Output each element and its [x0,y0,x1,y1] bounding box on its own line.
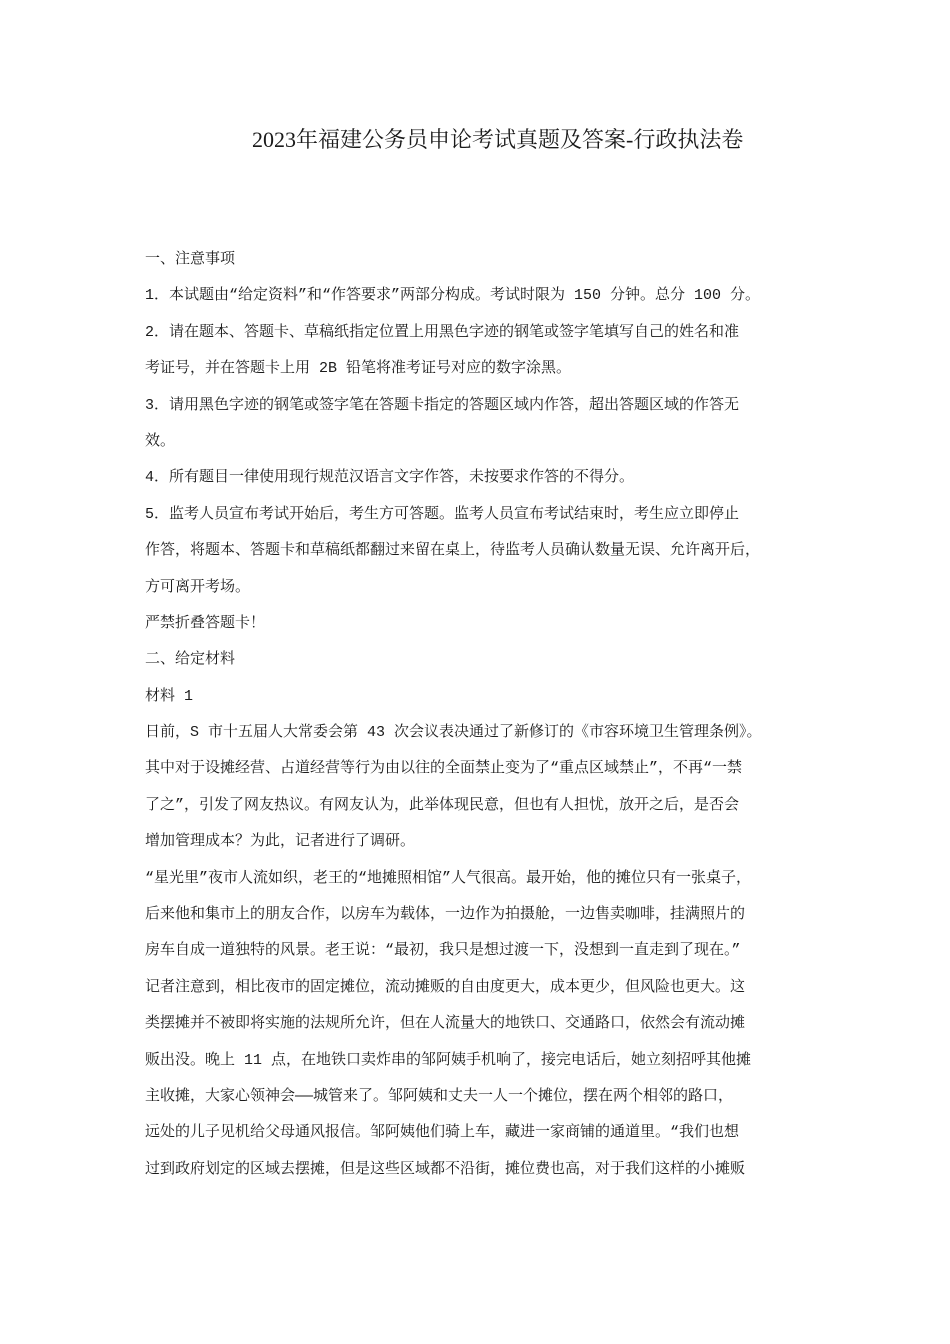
text-line: 了之”，引发了网友热议。有网友认为，此举体现民意，但也有人担忧，放开之后，是否会 [145,796,740,814]
text-line: 房车自成一道独特的风景。老王说：“最初，我只是想过渡一下，没想到一直走到了现在。” [145,942,741,960]
text-line: 材料 1 [145,687,194,705]
text-line: 3．请用黑色字迹的钢笔或签字笔在答题卡指定的答题区域内作答，超出答题区域的作答无 [145,396,740,414]
text-line: 远处的儿子见机给父母通风报信。邹阿姨他们骑上车，藏进一家商铺的通道里。“我们也想 [145,1124,740,1142]
text-line: 类摆摊并不被即将实施的法规所允许，但在人流量大的地铁口、交通路口，依然会有流动摊 [145,1015,746,1033]
text-line: 主收摊，大家心领神会——城管来了。邹阿姨和丈夫一人一个摊位，摆在两个相邻的路口， [145,1087,734,1105]
text-line: 贩出没。晚上 11 点，在地铁口卖炸串的邹阿姨手机响了，接完电话后，她立刻招呼其他摊 [145,1051,752,1069]
text-line: 5．监考人员宣布考试开始后，考生方可答题。监考人员宣布考试结束时，考生应立即停止 [145,505,740,523]
text-line: 效。 [145,432,176,450]
text-line: 二、给定材料 [145,651,236,669]
text-line: 增加管理成本？为此，记者进行了调研。 [145,833,416,851]
text-line: 4．所有题目一律使用现行规范汉语言文字作答，未按要求作答的不得分。 [145,469,635,487]
text-line: 日前，S 市十五届人大常委会第 43 次会议表决通过了新修订的《市容环境卫生管理条例》。 [145,724,762,742]
text-line: 记者注意到，相比夜市的固定摊位，流动摊贩的自由度更大，成本更少，但风险也更大。这 [145,978,746,996]
text-line: 过到政府划定的区域去摆摊，但是这些区域都不沿街，摊位费也高，对于我们这样的小摊贩 [145,1160,746,1178]
text-line: 一、注意事项 [145,251,236,268]
text-line: 严禁折叠答题卡！ [145,614,266,632]
document-body [145,248,865,1194]
text-line: 其中对于设摊经营、占道经营等行为由以往的全面禁止变为了“重点区域禁止”，不再“一禁 [145,760,743,778]
document-title: 2023年福建公务员申论考试真题及答案-行政执法卷 [252,127,744,152]
text-line: 方可离开考场。 [145,578,251,596]
text-line: 作答，将题本、答题卡和草稿纸都翻过来留在桌上，待监考人员确认数量无误、允许离开后， [145,542,761,560]
text-line: 2．请在题本、答题卡、草稿纸指定位置上用黑色字迹的钢笔或签字笔填写自己的姓名和准 [145,323,740,341]
text-line: 1．本试题由“给定资料”和“作答要求”两部分构成。考试时限为 150 分钟。总分 100 分。 [145,287,761,305]
text-line: “星光里”夜市人流如织，老王的“地摊照相馆”人气很高。最开始，他的摊位只有一张桌子， [145,869,752,887]
text-line: 考证号，并在答题卡上用 2B 铅笔将准考证号对应的数字涂黑。 [145,360,572,378]
text-line: 后来他和集市上的朋友合作，以房车为载体，一边作为拍摄舱，一边售卖咖啡，挂满照片的 [145,906,746,924]
